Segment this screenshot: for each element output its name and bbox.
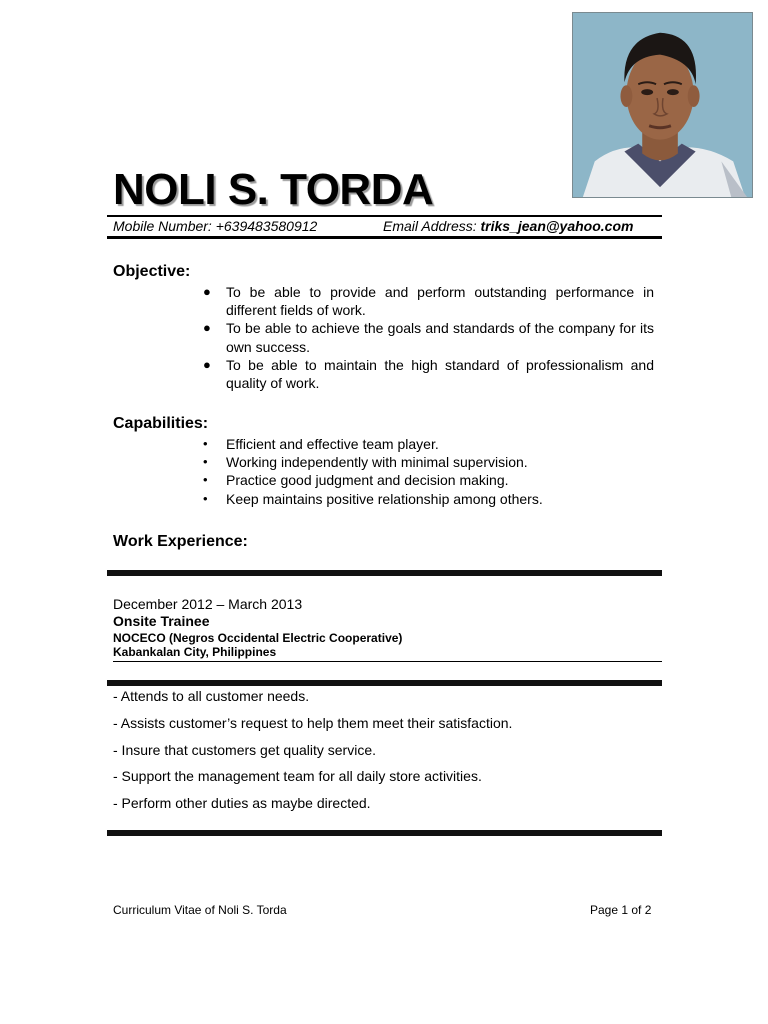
duty-item: - Support the management team for all daily store activities. <box>113 768 482 784</box>
duty-item: - Perform other duties as maybe directed. <box>113 795 371 811</box>
bullet-icon: ● <box>203 356 211 372</box>
page-number: Page 1 of 2 <box>590 903 652 917</box>
mobile-label: Mobile Number: <box>113 218 216 234</box>
duties-top-rule <box>107 680 662 686</box>
duty-item: - Assists customer’s request to help them meet their satisfaction. <box>113 715 513 731</box>
duty-item: - Insure that customers get quality service. <box>113 742 376 758</box>
bullet-icon: • <box>203 472 208 488</box>
duties-bottom-rule <box>107 830 662 836</box>
bullet-icon: • <box>203 454 208 470</box>
contact-top-rule <box>107 215 662 217</box>
contact-line <box>113 218 658 235</box>
candidate-name: NOLI S. TORDA <box>113 165 434 214</box>
capability-item: • Keep maintains positive relationship among others. <box>203 490 543 507</box>
profile-photo <box>572 12 753 198</box>
bullet-icon: • <box>203 490 208 506</box>
job-location: Kabankalan City, Philippines <box>113 645 277 659</box>
objective-list <box>203 283 654 392</box>
capabilities-heading: Capabilities: <box>113 415 209 432</box>
email-block <box>383 218 633 235</box>
job-company: NOCECO (Negros Occidental Electric Cooperative) <box>113 631 403 645</box>
bullet-icon: ● <box>203 284 211 299</box>
objective-item: ● To be able to achieve the goals and standards of the company for its own success. <box>203 320 654 355</box>
capability-item: • Efficient and effective team player. <box>203 436 439 452</box>
bullet-icon: • <box>203 436 208 451</box>
job-dates: December 2012 – March 2013 <box>113 596 303 612</box>
work-experience-heading: Work Experience: <box>113 533 248 550</box>
objective-item: ● To be able to provide and perform outstanding performance in different fields of work. <box>203 284 654 319</box>
section-rule <box>107 570 662 576</box>
job-title: Onsite Trainee <box>113 613 210 629</box>
capabilities-list <box>203 435 654 508</box>
objective-heading: Objective: <box>113 263 191 280</box>
duty-item: - Attends to all customer needs. <box>113 688 310 704</box>
mobile-number: +639483580912 <box>215 218 318 234</box>
objective-item: ● To be able to maintain the high standard of professionalism and quality of work. <box>203 356 654 392</box>
contact-bottom-rule <box>107 236 662 239</box>
email-address: triks_jean@yahoo.com <box>480 218 634 234</box>
footer-title: Curriculum Vitae of Noli S. Torda <box>113 903 287 917</box>
job-divider <box>113 661 662 662</box>
bullet-icon: ● <box>203 320 211 336</box>
capability-item: • Practice good judgment and decision making. <box>203 472 509 489</box>
capability-item: • Working independently with minimal supervision. <box>203 454 528 471</box>
email-label: Email Address: <box>383 218 481 234</box>
